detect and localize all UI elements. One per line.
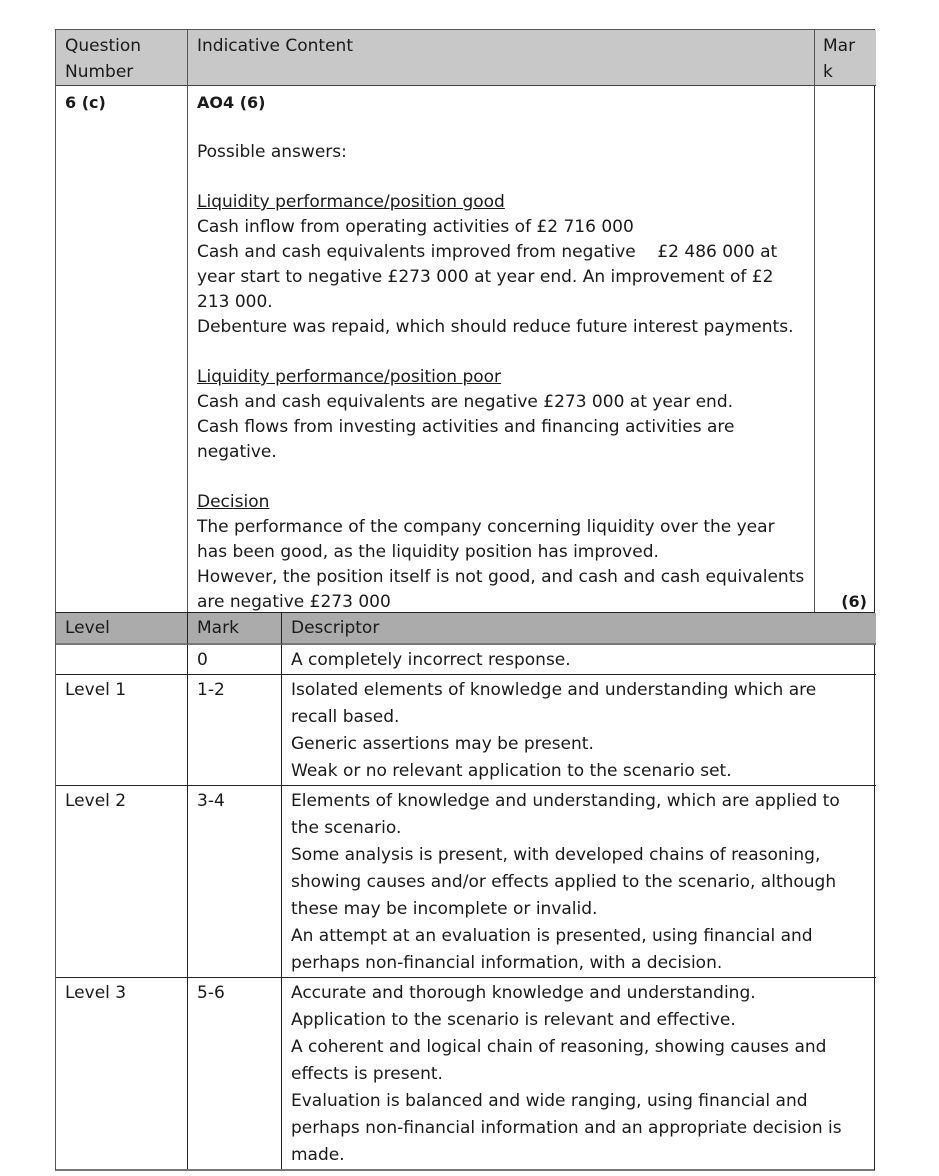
descriptor-line: Accurate and thorough knowledge and understanding. [291,983,756,1003]
descriptor-line: Isolated elements of knowledge and understanding which are recall based. [291,680,817,727]
section-line: However, the position itself is not good, and cash and cash equivalents are negative £273 000 [197,567,810,612]
intro-text: Possible answers: [197,142,347,162]
section-line: Cash inflow from operating activities of £2 716 000 [197,217,634,237]
question-number-cell [56,86,187,612]
section-heading: Liquidity performance/position poor [197,367,502,387]
descriptor-line: Application to the scenario is relevant and effective. [291,1010,736,1030]
descriptor-line: Weak or no relevant application to the scenario set. [291,761,732,781]
header-level [56,613,187,645]
question-number: 6 (c) [65,93,106,112]
answer-section [197,490,810,615]
mark-range-cell: 3-4 [187,786,281,978]
assessment-objective: AO4 (6) [197,93,266,112]
mark-scheme-page [55,29,875,1171]
section-line: Debenture was repaid, which should reduce future interest payments. [197,317,794,337]
descriptor-line: Generic assertions may be present. [291,734,594,754]
indicative-content-cell [187,86,814,612]
descriptor-line: A coherent and logical chain of reasoning, showing causes and effects is present. [291,1037,827,1084]
section-line: Cash and cash equivalents improved from negative £2 486 000 at year start to negative £273 000 at year end. An improvement of £2 213 000. [197,242,783,312]
answer-sections [197,190,810,615]
indicative-content-table [55,29,875,612]
header-mark-range-label: Mark [197,618,239,638]
descriptor-line: Some analysis is present, with developed chains of reasoning, showing causes and/or effects applied to the scenario, although these may be incomplete or invalid. [291,845,837,919]
descriptor-cell [281,645,876,675]
mark-range-cell: 0 [187,645,281,675]
header-indicative-content-label: Indicative Content [197,36,353,56]
mark-value: (6) [841,592,867,611]
header-indicative-content [187,30,814,86]
descriptor-line: Elements of knowledge and understanding, which are applied to the scenario. [291,791,840,838]
level-cell [56,645,187,675]
descriptor-cell [281,978,876,1169]
level-cell: Level 3 [65,983,127,1003]
descriptor-line: Evaluation is balanced and wide ranging, using financial and perhaps non-financial information and an appropriate decision is made. [291,1091,842,1165]
descriptor-line: An attempt at an evaluation is presented, using financial and perhaps non-financial information, with a decision. [291,926,813,973]
header-mark-label: Mar k [823,36,856,82]
descriptor-cell [281,675,876,786]
level-descriptor-table [55,612,875,1171]
header-mark [814,30,876,86]
header-question-number [56,30,187,86]
section-line: Cash and cash equivalents are negative £273 000 at year end. [197,392,734,412]
mark-range-cell: 1-2 [187,675,281,786]
header-descriptor-label: Descriptor [291,618,380,638]
section-heading: Decision [197,492,270,512]
header-mark-range [187,613,281,645]
descriptor-line: A completely incorrect response. [291,650,571,670]
descriptor-cell [281,786,876,978]
mark-cell [814,86,876,612]
header-level-label: Level [65,618,110,638]
level-cell: Level 1 [56,675,187,786]
answer-section [197,190,805,340]
section-line: The performance of the company concerning liquidity over the year has been good, as the liquidity position has improved. [197,517,780,562]
header-question-number-label: Question Number [65,36,142,82]
header-descriptor [281,613,876,645]
section-line: Cash flows from investing activities and financing activities are negative. [197,417,740,462]
level-cell: Level 2 [56,786,187,978]
answer-section [197,365,805,465]
mark-range-cell: 5-6 [187,978,281,1169]
section-heading: Liquidity performance/position good [197,192,505,212]
